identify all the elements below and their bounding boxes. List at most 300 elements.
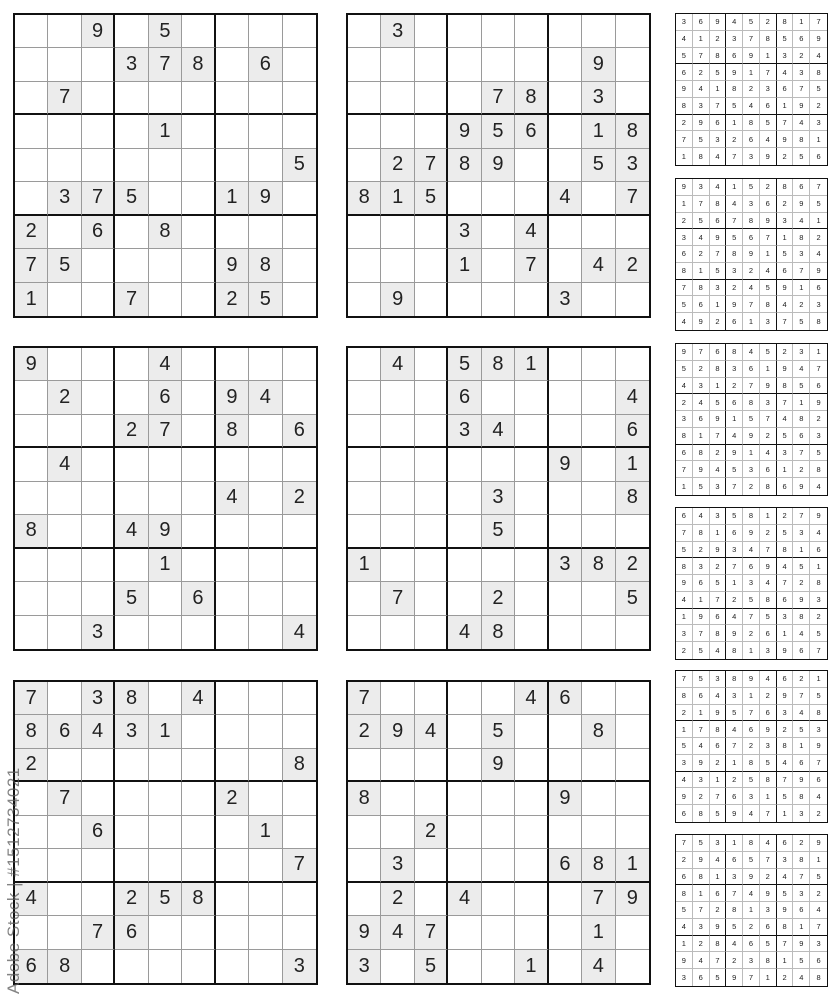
empty-cell[interactable] [549,249,582,282]
empty-cell[interactable] [15,549,48,582]
empty-cell[interactable] [616,283,649,316]
empty-cell[interactable] [549,715,582,748]
empty-cell[interactable] [482,682,515,715]
empty-cell[interactable] [182,749,215,782]
empty-cell[interactable] [515,883,548,916]
empty-cell[interactable] [549,381,582,414]
empty-cell[interactable] [82,515,115,548]
empty-cell[interactable] [348,415,381,448]
empty-cell[interactable] [448,715,481,748]
empty-cell[interactable] [48,883,81,916]
empty-cell[interactable] [182,816,215,849]
empty-cell[interactable] [48,48,81,81]
empty-cell[interactable] [515,916,548,949]
empty-cell[interactable] [15,149,48,182]
empty-cell[interactable] [216,715,249,748]
empty-cell[interactable] [15,482,48,515]
empty-cell[interactable] [448,283,481,316]
empty-cell[interactable] [582,283,615,316]
empty-cell[interactable] [115,782,148,815]
empty-cell[interactable] [82,48,115,81]
empty-cell[interactable] [283,216,316,249]
empty-cell[interactable] [549,916,582,949]
empty-cell[interactable] [448,448,481,481]
empty-cell[interactable] [549,149,582,182]
empty-cell[interactable] [582,182,615,215]
empty-cell[interactable] [249,549,282,582]
empty-cell[interactable] [182,849,215,882]
empty-cell[interactable] [216,816,249,849]
empty-cell[interactable] [616,515,649,548]
empty-cell[interactable] [115,749,148,782]
empty-cell[interactable] [348,448,381,481]
empty-cell[interactable] [249,448,282,481]
empty-cell[interactable] [415,482,448,515]
empty-cell[interactable] [448,849,481,882]
empty-cell[interactable] [381,749,414,782]
empty-cell[interactable] [216,448,249,481]
empty-cell[interactable] [381,381,414,414]
empty-cell[interactable] [616,916,649,949]
empty-cell[interactable] [582,15,615,48]
empty-cell[interactable] [48,916,81,949]
empty-cell[interactable] [48,582,81,615]
empty-cell[interactable] [249,749,282,782]
empty-cell[interactable] [182,348,215,381]
empty-cell[interactable] [515,283,548,316]
empty-cell[interactable] [582,482,615,515]
empty-cell[interactable] [82,950,115,983]
empty-cell[interactable] [515,515,548,548]
empty-cell[interactable] [249,415,282,448]
empty-cell[interactable] [415,849,448,882]
empty-cell[interactable] [82,782,115,815]
empty-cell[interactable] [182,950,215,983]
empty-cell[interactable] [115,950,148,983]
empty-cell[interactable] [582,682,615,715]
empty-cell[interactable] [616,216,649,249]
empty-cell[interactable] [582,448,615,481]
empty-cell[interactable] [216,749,249,782]
empty-cell[interactable] [182,715,215,748]
empty-cell[interactable] [283,916,316,949]
empty-cell[interactable] [348,381,381,414]
empty-cell[interactable] [448,549,481,582]
empty-cell[interactable] [381,448,414,481]
empty-cell[interactable] [249,15,282,48]
empty-cell[interactable] [15,15,48,48]
empty-cell[interactable] [549,216,582,249]
empty-cell[interactable] [249,849,282,882]
empty-cell[interactable] [482,849,515,882]
empty-cell[interactable] [348,15,381,48]
empty-cell[interactable] [415,782,448,815]
empty-cell[interactable] [582,816,615,849]
empty-cell[interactable] [381,549,414,582]
empty-cell[interactable] [115,381,148,414]
empty-cell[interactable] [348,149,381,182]
empty-cell[interactable] [283,82,316,115]
empty-cell[interactable] [216,82,249,115]
empty-cell[interactable] [182,82,215,115]
empty-cell[interactable] [415,82,448,115]
empty-cell[interactable] [283,883,316,916]
empty-cell[interactable] [448,482,481,515]
empty-cell[interactable] [381,249,414,282]
empty-cell[interactable] [149,482,182,515]
empty-cell[interactable] [15,582,48,615]
empty-cell[interactable] [149,582,182,615]
empty-cell[interactable] [115,82,148,115]
empty-cell[interactable] [616,715,649,748]
empty-cell[interactable] [348,348,381,381]
empty-cell[interactable] [115,348,148,381]
empty-cell[interactable] [582,216,615,249]
empty-cell[interactable] [381,682,414,715]
empty-cell[interactable] [149,782,182,815]
empty-cell[interactable] [482,249,515,282]
empty-cell[interactable] [283,682,316,715]
empty-cell[interactable] [415,216,448,249]
empty-cell[interactable] [515,415,548,448]
empty-cell[interactable] [515,616,548,649]
empty-cell[interactable] [582,616,615,649]
empty-cell[interactable] [149,749,182,782]
empty-cell[interactable] [149,950,182,983]
empty-cell[interactable] [15,415,48,448]
empty-cell[interactable] [515,48,548,81]
empty-cell[interactable] [249,348,282,381]
empty-cell[interactable] [182,549,215,582]
empty-cell[interactable] [216,950,249,983]
empty-cell[interactable] [82,283,115,316]
empty-cell[interactable] [283,15,316,48]
empty-cell[interactable] [348,849,381,882]
empty-cell[interactable] [82,749,115,782]
empty-cell[interactable] [182,182,215,215]
empty-cell[interactable] [216,616,249,649]
empty-cell[interactable] [348,482,381,515]
empty-cell[interactable] [448,15,481,48]
empty-cell[interactable] [515,715,548,748]
empty-cell[interactable] [182,149,215,182]
empty-cell[interactable] [149,448,182,481]
empty-cell[interactable] [348,515,381,548]
empty-cell[interactable] [115,849,148,882]
empty-cell[interactable] [381,115,414,148]
empty-cell[interactable] [415,249,448,282]
empty-cell[interactable] [482,883,515,916]
empty-cell[interactable] [249,616,282,649]
empty-cell[interactable] [415,549,448,582]
empty-cell[interactable] [249,582,282,615]
empty-cell[interactable] [216,916,249,949]
empty-cell[interactable] [149,682,182,715]
empty-cell[interactable] [182,249,215,282]
empty-cell[interactable] [482,816,515,849]
empty-cell[interactable] [48,549,81,582]
empty-cell[interactable] [249,515,282,548]
empty-cell[interactable] [115,482,148,515]
empty-cell[interactable] [115,616,148,649]
empty-cell[interactable] [182,115,215,148]
empty-cell[interactable] [348,249,381,282]
empty-cell[interactable] [381,515,414,548]
empty-cell[interactable] [216,48,249,81]
empty-cell[interactable] [515,749,548,782]
empty-cell[interactable] [515,15,548,48]
empty-cell[interactable] [415,515,448,548]
empty-cell[interactable] [48,348,81,381]
empty-cell[interactable] [415,582,448,615]
empty-cell[interactable] [283,582,316,615]
empty-cell[interactable] [48,415,81,448]
empty-cell[interactable] [48,482,81,515]
empty-cell[interactable] [415,283,448,316]
empty-cell[interactable] [216,515,249,548]
empty-cell[interactable] [48,682,81,715]
empty-cell[interactable] [182,381,215,414]
empty-cell[interactable] [482,782,515,815]
empty-cell[interactable] [415,381,448,414]
empty-cell[interactable] [515,782,548,815]
empty-cell[interactable] [415,682,448,715]
empty-cell[interactable] [82,415,115,448]
empty-cell[interactable] [549,15,582,48]
empty-cell[interactable] [48,849,81,882]
empty-cell[interactable] [249,682,282,715]
empty-cell[interactable] [182,448,215,481]
empty-cell[interactable] [149,149,182,182]
empty-cell[interactable] [115,15,148,48]
empty-cell[interactable] [549,582,582,615]
empty-cell[interactable] [515,582,548,615]
empty-cell[interactable] [348,883,381,916]
empty-cell[interactable] [48,115,81,148]
empty-cell[interactable] [82,82,115,115]
empty-cell[interactable] [482,216,515,249]
empty-cell[interactable] [149,916,182,949]
empty-cell[interactable] [182,782,215,815]
empty-cell[interactable] [482,15,515,48]
empty-cell[interactable] [115,149,148,182]
empty-cell[interactable] [115,549,148,582]
empty-cell[interactable] [82,149,115,182]
empty-cell[interactable] [149,283,182,316]
empty-cell[interactable] [82,448,115,481]
empty-cell[interactable] [582,381,615,414]
empty-cell[interactable] [348,816,381,849]
empty-cell[interactable] [616,816,649,849]
empty-cell[interactable] [249,115,282,148]
empty-cell[interactable] [616,82,649,115]
empty-cell[interactable] [249,149,282,182]
empty-cell[interactable] [482,916,515,949]
empty-cell[interactable] [448,582,481,615]
empty-cell[interactable] [515,149,548,182]
empty-cell[interactable] [82,582,115,615]
empty-cell[interactable] [115,448,148,481]
empty-cell[interactable] [216,216,249,249]
empty-cell[interactable] [82,381,115,414]
empty-cell[interactable] [381,216,414,249]
empty-cell[interactable] [82,883,115,916]
empty-cell[interactable] [381,415,414,448]
empty-cell[interactable] [448,682,481,715]
empty-cell[interactable] [515,849,548,882]
empty-cell[interactable] [415,616,448,649]
empty-cell[interactable] [582,782,615,815]
empty-cell[interactable] [149,849,182,882]
empty-cell[interactable] [549,515,582,548]
empty-cell[interactable] [283,348,316,381]
empty-cell[interactable] [283,182,316,215]
empty-cell[interactable] [216,149,249,182]
empty-cell[interactable] [515,482,548,515]
empty-cell[interactable] [283,249,316,282]
empty-cell[interactable] [182,15,215,48]
empty-cell[interactable] [82,849,115,882]
empty-cell[interactable] [549,348,582,381]
empty-cell[interactable] [448,182,481,215]
empty-cell[interactable] [348,582,381,615]
empty-cell[interactable] [283,715,316,748]
empty-cell[interactable] [182,515,215,548]
empty-cell[interactable] [149,249,182,282]
empty-cell[interactable] [482,448,515,481]
empty-cell[interactable] [48,283,81,316]
empty-cell[interactable] [182,916,215,949]
empty-cell[interactable] [549,883,582,916]
empty-cell[interactable] [582,348,615,381]
empty-cell[interactable] [249,782,282,815]
empty-cell[interactable] [283,381,316,414]
empty-cell[interactable] [381,950,414,983]
empty-cell[interactable] [448,749,481,782]
empty-cell[interactable] [415,448,448,481]
empty-cell[interactable] [283,48,316,81]
empty-cell[interactable] [216,682,249,715]
empty-cell[interactable] [149,182,182,215]
empty-cell[interactable] [48,616,81,649]
empty-cell[interactable] [482,182,515,215]
empty-cell[interactable] [15,115,48,148]
empty-cell[interactable] [283,115,316,148]
empty-cell[interactable] [216,582,249,615]
empty-cell[interactable] [348,115,381,148]
empty-cell[interactable] [381,82,414,115]
empty-cell[interactable] [549,616,582,649]
empty-cell[interactable] [348,216,381,249]
empty-cell[interactable] [82,348,115,381]
empty-cell[interactable] [549,749,582,782]
empty-cell[interactable] [515,816,548,849]
empty-cell[interactable] [549,950,582,983]
empty-cell[interactable] [482,283,515,316]
empty-cell[interactable] [549,482,582,515]
empty-cell[interactable] [82,549,115,582]
empty-cell[interactable] [15,182,48,215]
empty-cell[interactable] [348,283,381,316]
empty-cell[interactable] [48,15,81,48]
empty-cell[interactable] [582,749,615,782]
empty-cell[interactable] [283,448,316,481]
empty-cell[interactable] [216,883,249,916]
empty-cell[interactable] [82,115,115,148]
empty-cell[interactable] [48,515,81,548]
empty-cell[interactable] [115,816,148,849]
empty-cell[interactable] [348,749,381,782]
empty-cell[interactable] [448,816,481,849]
empty-cell[interactable] [415,348,448,381]
empty-cell[interactable] [381,782,414,815]
empty-cell[interactable] [381,616,414,649]
empty-cell[interactable] [482,381,515,414]
empty-cell[interactable] [182,616,215,649]
empty-cell[interactable] [216,549,249,582]
empty-cell[interactable] [549,816,582,849]
empty-cell[interactable] [381,48,414,81]
empty-cell[interactable] [216,348,249,381]
empty-cell[interactable] [149,616,182,649]
empty-cell[interactable] [48,749,81,782]
empty-cell[interactable] [381,816,414,849]
empty-cell[interactable] [415,415,448,448]
empty-cell[interactable] [448,515,481,548]
empty-cell[interactable] [15,448,48,481]
empty-cell[interactable] [82,249,115,282]
empty-cell[interactable] [348,616,381,649]
empty-cell[interactable] [448,950,481,983]
empty-cell[interactable] [348,82,381,115]
empty-cell[interactable] [348,48,381,81]
empty-cell[interactable] [283,782,316,815]
empty-cell[interactable] [582,582,615,615]
empty-cell[interactable] [15,616,48,649]
empty-cell[interactable] [249,950,282,983]
empty-cell[interactable] [249,715,282,748]
empty-cell[interactable] [616,15,649,48]
empty-cell[interactable] [15,381,48,414]
empty-cell[interactable] [415,749,448,782]
empty-cell[interactable] [515,381,548,414]
empty-cell[interactable] [582,415,615,448]
empty-cell[interactable] [448,82,481,115]
empty-cell[interactable] [415,48,448,81]
empty-cell[interactable] [448,782,481,815]
empty-cell[interactable] [182,283,215,316]
empty-cell[interactable] [249,883,282,916]
empty-cell[interactable] [249,916,282,949]
empty-cell[interactable] [515,182,548,215]
empty-cell[interactable] [415,115,448,148]
empty-cell[interactable] [182,482,215,515]
empty-cell[interactable] [616,782,649,815]
empty-cell[interactable] [115,216,148,249]
empty-cell[interactable] [616,48,649,81]
empty-cell[interactable] [549,82,582,115]
empty-cell[interactable] [515,448,548,481]
empty-cell[interactable] [283,515,316,548]
empty-cell[interactable] [515,549,548,582]
empty-cell[interactable] [616,348,649,381]
empty-cell[interactable] [482,950,515,983]
empty-cell[interactable] [115,115,148,148]
empty-cell[interactable] [216,15,249,48]
empty-cell[interactable] [415,15,448,48]
empty-cell[interactable] [115,249,148,282]
empty-cell[interactable] [149,82,182,115]
